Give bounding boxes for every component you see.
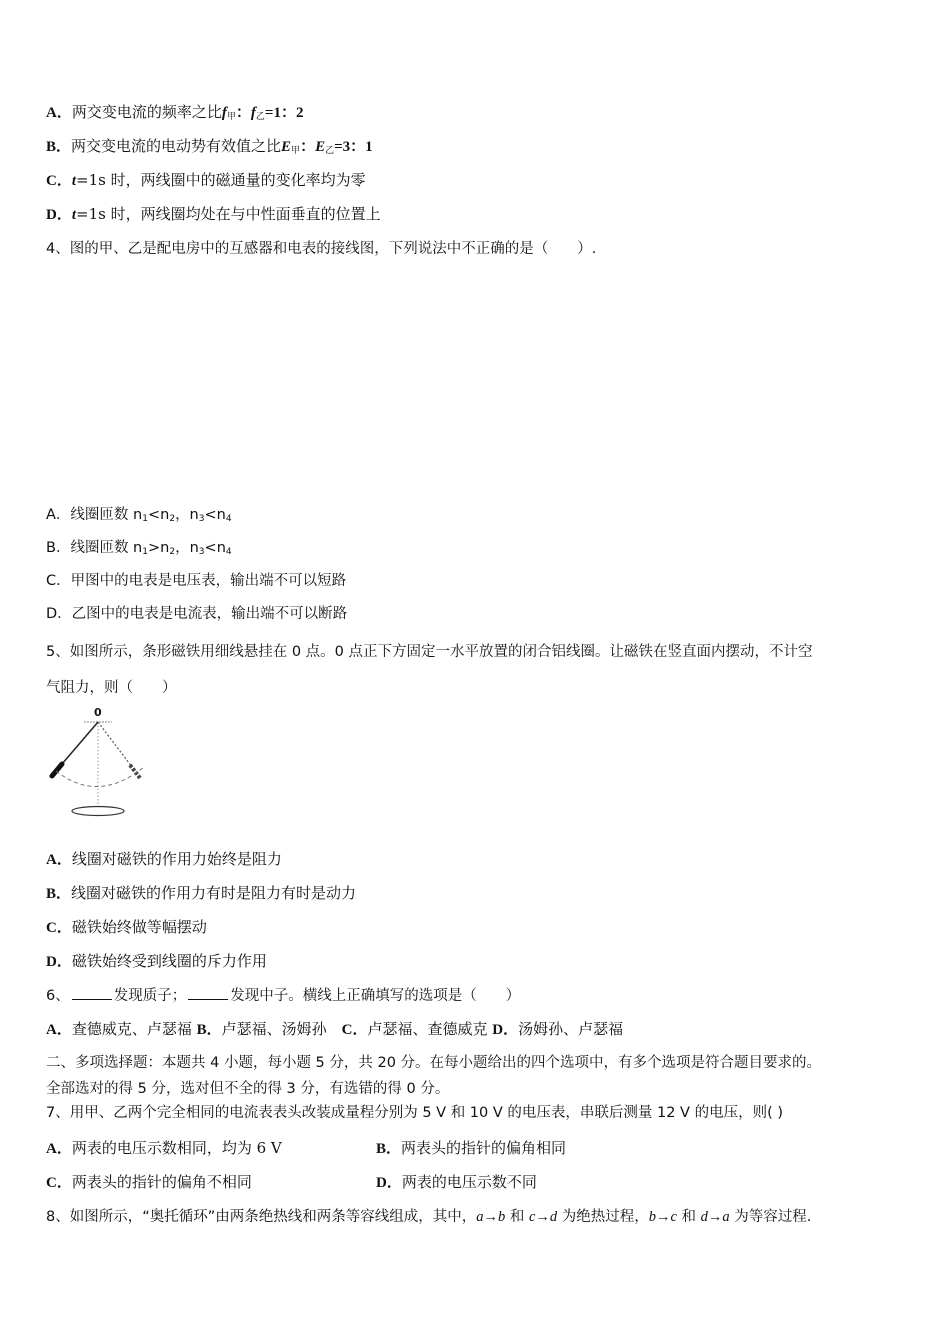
q5-option-b <box>46 883 356 904</box>
option-label: D． <box>46 606 72 622</box>
symbol-e: E <box>315 139 326 155</box>
subscript: 乙 <box>255 112 265 122</box>
option-label: D． <box>492 1022 519 1038</box>
subscript: 2 <box>169 514 176 524</box>
symbol-e: E <box>281 139 292 155</box>
q8-stem <box>46 1207 811 1227</box>
option-label: D． <box>46 954 72 970</box>
q7-option-a <box>46 1139 282 1157</box>
pivot-label: 0 <box>94 706 102 719</box>
subscript: 3 <box>198 547 205 557</box>
magnet-pendulum-diagram-icon <box>46 709 144 819</box>
option-text: =1s 时，两线圈中的磁通量的变化率均为零 <box>76 171 366 189</box>
operator: < <box>204 540 217 556</box>
subscript: 2 <box>169 547 176 557</box>
option-label: A． <box>46 105 72 121</box>
pendulum-magnet-figure <box>46 706 144 819</box>
option-label: D． <box>376 1175 402 1191</box>
subscript: 甲 <box>291 146 301 156</box>
section-2-instructions-line1: 二、多项选择题：本题共 4 小题，每小题 5 分，共 20 分。在每小题给出的四个选项中，有多个选项是符合题目要求的。 <box>46 1055 822 1071</box>
option-text: 磁铁始终做等幅摆动 <box>71 918 207 936</box>
option-text: n <box>216 507 226 523</box>
q7-option-d <box>376 1172 537 1193</box>
option-text: 线圈对磁铁的作用力有时是阻力有时是动力 <box>71 884 357 902</box>
operator: < <box>147 507 161 523</box>
q4-option-d <box>46 604 347 624</box>
symbol-f: f <box>250 105 256 121</box>
process-c-d: c→d <box>528 1209 558 1225</box>
option-label: D． <box>46 207 72 223</box>
option-label: A． <box>46 507 71 523</box>
symbol-f: f <box>221 105 227 121</box>
answer-blank-2 <box>188 985 228 1000</box>
q3-option-a <box>46 102 303 127</box>
option-text: n <box>160 540 170 556</box>
symbol-t: t <box>71 207 77 223</box>
ratio-value: =1：2 <box>264 105 304 121</box>
q7-options-row2 <box>46 1172 906 1193</box>
option-text: n <box>216 540 226 556</box>
q4-option-a <box>46 505 232 529</box>
option-text: =1s 时，两线圈均处在与中性面垂直的位置上 <box>76 205 381 223</box>
q7-stem: 7、用甲、乙两个完全相同的电流表表头改装成量程分别为 5 V 和 10 V 的电压表，串联后测量 12 V 的电压，则( ) <box>46 1105 784 1121</box>
option-text: 线圈对磁铁的作用力始终是阻力 <box>71 850 282 868</box>
q5-option-d <box>46 951 267 972</box>
symbol-t: t <box>71 173 77 189</box>
q7-option-b <box>376 1138 566 1159</box>
section-2-instructions-line2: 全部选对的得 5 分，选对但不全的得 3 分，有选错的得 0 分。 <box>46 1081 450 1097</box>
option-text: 卢瑟福、查德威克 <box>367 1020 493 1038</box>
operator: < <box>204 507 217 523</box>
q4-option-b <box>46 538 232 562</box>
separator: ： <box>235 105 251 121</box>
q4-option-c <box>46 571 346 591</box>
question-number: 6、 <box>46 988 70 1004</box>
option-label: B． <box>46 540 71 556</box>
option-text: 两交变电流的频率之比 <box>71 103 222 121</box>
option-text: ，n <box>175 540 199 556</box>
subscript: 4 <box>225 514 232 524</box>
q7-option-c <box>46 1173 252 1191</box>
option-label: A． <box>46 1022 72 1038</box>
option-text: 线圈匝数 n <box>70 507 143 523</box>
q3-option-c <box>46 170 366 191</box>
option-label: A． <box>46 852 72 868</box>
option-text: 两表的电压示数不同 <box>401 1173 537 1191</box>
option-text: 甲图中的电表是电压表，输出端不可以短路 <box>70 573 347 589</box>
stem-text: 发现质子； <box>113 988 187 1004</box>
option-label: C． <box>46 573 71 589</box>
q5-stem-line1: 5、如图所示，条形磁铁用细线悬挂在 0 点。0 点正下方固定一水平放置的闭合铝线圈。让磁铁在竖直面内摆动，不计空 <box>46 644 813 660</box>
option-label: A． <box>46 1141 72 1157</box>
stem-text: 发现中子。横线上正确填写的选项是（ ） <box>230 988 521 1004</box>
option-label: B． <box>376 1141 402 1157</box>
subscript: 4 <box>225 547 232 557</box>
q6-options <box>46 1019 623 1040</box>
option-text: ，n <box>175 507 199 523</box>
process-d-a: d→a <box>700 1209 730 1225</box>
process-a-b: a→b <box>476 1209 506 1225</box>
option-text: 线圈匝数 n <box>70 540 143 556</box>
q4-stem: 4、图的甲、乙是配电房中的互感器和电表的接线图，下列说法中不正确的是（ ）. <box>46 241 597 257</box>
option-text: 查德威克、卢瑟福 <box>71 1020 197 1038</box>
option-text: 两表头的指针的偏角相同 <box>401 1139 567 1157</box>
stem-text: 和 <box>505 1209 529 1225</box>
subscript: 乙 <box>325 146 335 156</box>
option-text: 乙图中的电表是电流表，输出端不可以断路 <box>71 606 348 622</box>
stem-text: 8、如图所示，“奥托循环”由两条绝热线和两条等容线组成，其中， <box>46 1209 477 1225</box>
option-label: C． <box>46 1175 72 1191</box>
process-b-c: b→c <box>648 1209 677 1225</box>
option-text: 汤姆孙、卢瑟福 <box>518 1020 624 1038</box>
option-label: C． <box>46 173 72 189</box>
operator: > <box>148 540 161 556</box>
option-label: C． <box>341 1022 368 1038</box>
subscript: 甲 <box>226 112 236 122</box>
q3-option-d <box>46 204 381 225</box>
subscript: 1 <box>142 514 148 524</box>
q5-option-a <box>46 849 282 870</box>
q5-stem-line2: 气阻力，则（ ） <box>46 680 177 696</box>
q3-option-b <box>46 136 373 161</box>
option-text: 两交变电流的电动势有效值之比 <box>71 137 282 155</box>
option-text: 两表的电压示数相同，均为 6 V <box>71 1139 282 1157</box>
answer-blank-1 <box>72 985 112 1000</box>
stem-text: 为等容过程. <box>729 1209 812 1225</box>
stem-text: 为绝热过程， <box>557 1209 649 1225</box>
q6-stem <box>46 985 520 1006</box>
q7-options-row1 <box>46 1138 906 1159</box>
option-label: B． <box>46 139 72 155</box>
q5-option-c <box>46 917 207 938</box>
stem-text: 和 <box>676 1209 701 1225</box>
option-text: 磁铁始终受到线圈的斥力作用 <box>71 952 267 970</box>
option-label: B． <box>196 1022 222 1038</box>
option-text: 卢瑟福、汤姆孙 <box>221 1020 342 1038</box>
option-text: 两表头的指针的偏角不相同 <box>71 1173 252 1191</box>
subscript: 1 <box>142 547 148 557</box>
subscript: 3 <box>198 514 205 524</box>
option-text: n <box>160 507 170 523</box>
ratio-value: =3：1 <box>334 139 373 155</box>
option-label: B． <box>46 886 72 902</box>
option-label: C． <box>46 920 72 936</box>
separator: ： <box>300 139 316 155</box>
